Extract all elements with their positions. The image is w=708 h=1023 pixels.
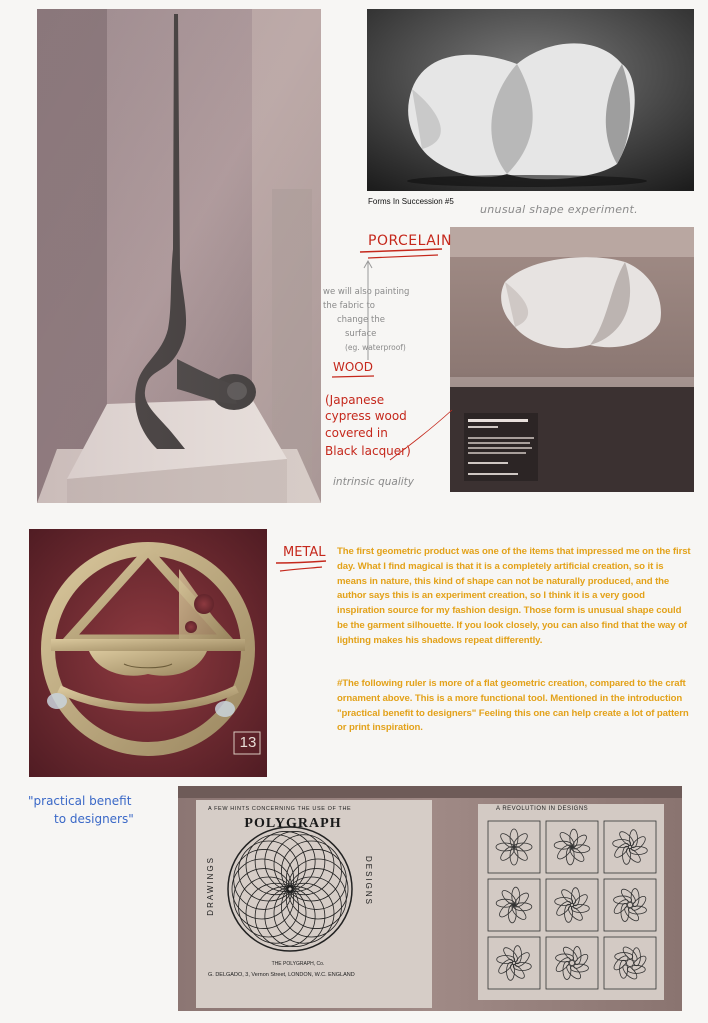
unusual-shape-note: unusual shape experiment. [480, 203, 638, 216]
wood-detail [325, 392, 445, 460]
forms-caption: Forms In Succession #5 [368, 197, 454, 206]
porcelain-label: PORCELAIN [368, 233, 452, 249]
polygraph-left-vertical: DRAWINGS [206, 856, 215, 916]
paragraph-ruler: #The following ruler is more of a flat geometric creation, compared to the craft ornament above. This is a more functional tool. Mentioned in the introduction "practical benefit to designers" Feeling this one can help create a lot of pattern or print inspiration. [337, 678, 689, 734]
polygraph-title: POLYGRAPH [244, 816, 342, 831]
fabric-note-line-1: we will also painting [323, 287, 410, 297]
fabric-note-line-2: the fabric to [323, 301, 376, 311]
fabric-note-line-4: surface [345, 329, 377, 339]
wood-detail-line-3: covered in [325, 426, 388, 440]
right-panel-title: A REVOLUTION IN DESIGNS [496, 806, 589, 812]
metal-label: METAL [283, 545, 326, 560]
polygraph-bottom-line-1: THE POLYGRAPH, Co. [271, 961, 325, 967]
practical-benefit-line-2: to designers" [54, 812, 134, 826]
wood-detail-line-2: cypress wood [325, 409, 407, 423]
practical-benefit-note [28, 792, 168, 828]
wood-detail-line-4: Black lacquer) [325, 444, 411, 458]
paragraph-first-geometric: The first geometric product was one of the items that impressed me on the first day. What I find magical is that it is a completely artificial creation, so it is means in nature, this kind of shape can not be naturally produced, and the author says this is an experiment creation, so I think it is a very good inspiration source for my fashion design. Those form is unusual shape could be the garment silhouette. If you look closely, you can also find that the way of lighting makes his shadows repeat differently. [337, 546, 691, 646]
sculpture-photo [37, 9, 321, 503]
metal-ruler-photo [29, 529, 267, 777]
ruler-number-label: 13 [239, 734, 257, 751]
polygraph-bottom-line-2: G. DELGADO, 3, Vernon Street, LONDON, W.C. ENGLAND [208, 972, 355, 978]
metal-underline [272, 560, 332, 576]
wood-label: WOOD [333, 360, 373, 374]
fabric-note-line-3: change the [337, 315, 385, 325]
forms-in-succession-photo [367, 9, 694, 191]
polygraph-right-vertical: DESIGNS [364, 856, 373, 907]
wood-underline [330, 374, 380, 380]
fabric-note-line-5: (eg. waterproof) [345, 343, 406, 352]
polygraph-top-line: A FEW HINTS CONCERNING THE USE OF THE [208, 806, 352, 812]
polygraph-photo [178, 786, 682, 1011]
practical-benefit-line-1: "practical benefit [28, 794, 132, 808]
wood-detail-line-1: (Japanese [325, 393, 385, 407]
porcelain-museum-photo [450, 227, 694, 492]
intrinsic-quality-note: intrinsic quality [333, 476, 414, 488]
